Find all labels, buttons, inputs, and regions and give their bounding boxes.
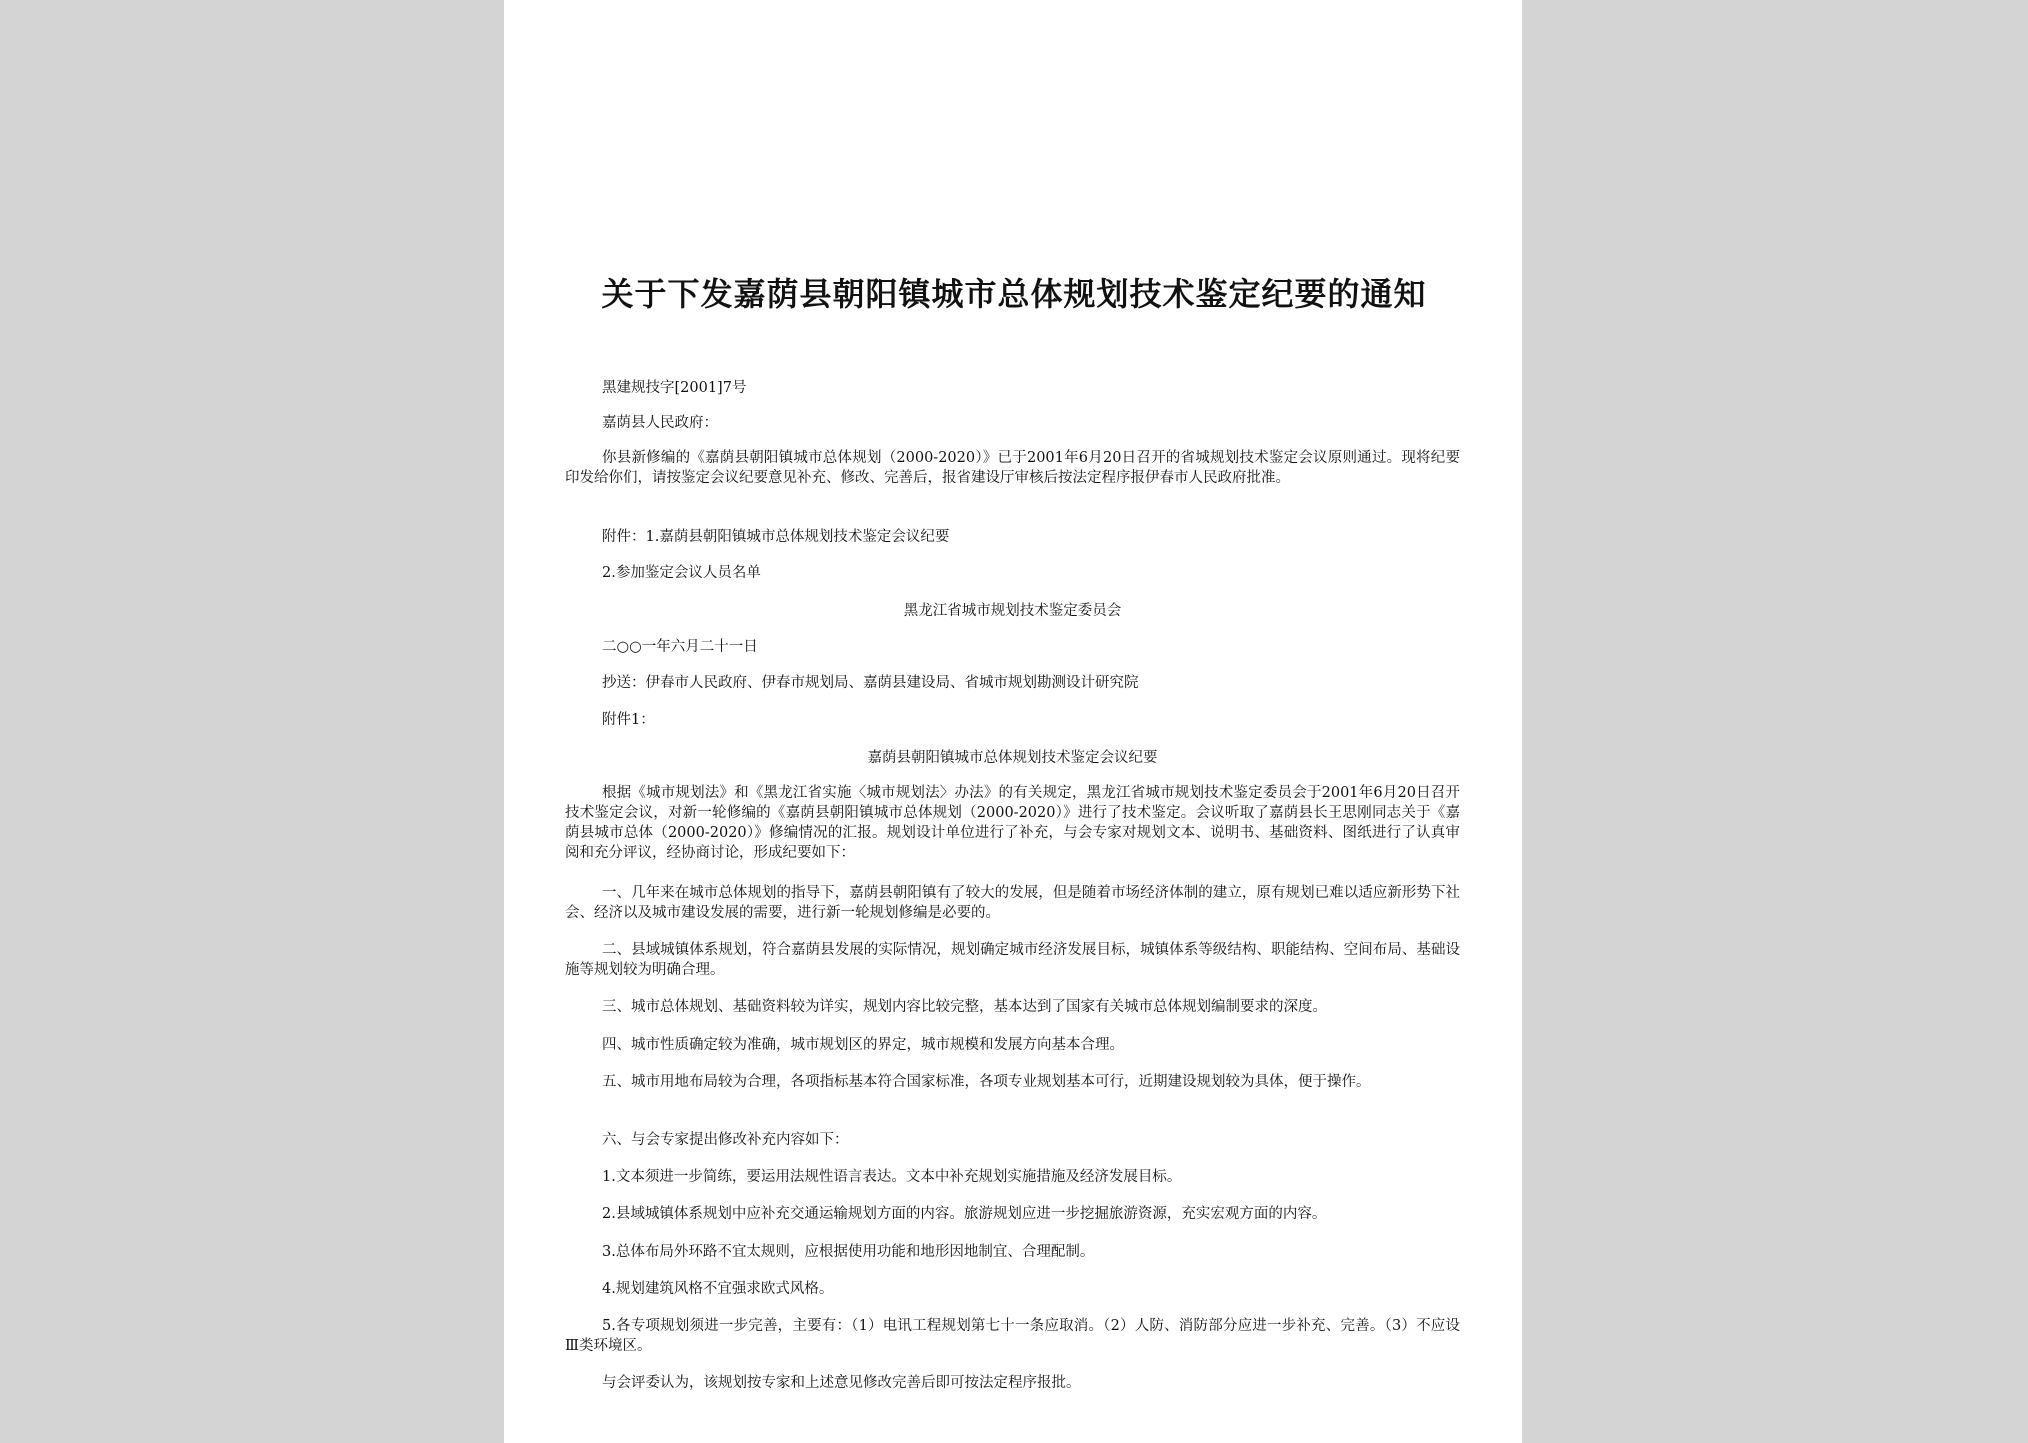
sub-item-3: 3.总体布局外环路不宜太规则，应根据使用功能和地形因地制宜、合理配制。 xyxy=(602,1244,1095,1260)
point-1: 一、几年来在城市总体规划的指导下，嘉荫县朝阳镇有了较大的发展，但是随着市场经济体制的建立，原有规划已难以适应新形势下社会、经济以及城市建设发展的需要，进行新一轮规划修编是必要的。 xyxy=(565,885,1460,921)
sub-item-5: 5.各专项规划须进一步完善，主要有：（1）电讯工程规划第七十一条应取消。（2）人防、消防部分应进一步补充、完善。（3）不应设Ⅲ类环境区。 xyxy=(565,1318,1460,1354)
issue-date: 二○○一年六月二十一日 xyxy=(602,639,758,655)
annex-intro: 根据《城市规划法》和《黑龙江省实施〈城市规划法〉办法》的有关规定，黑龙江省城市规划技术鉴定委员会于2001年6月20日召开技术鉴定会议，对新一轮修编的《嘉荫县朝阳镇城市总体规划（2000-2020）》进行了技术鉴定。会议听取了嘉荫县长王思刚同志关于《嘉荫县城市总体（2000-2020）》修编情况的汇报。规划设计单位进行了补充，与会专家对规划文本、说明书、基础资料、图纸进行了认真审阅和充分评议，经协商讨论，形成纪要如下： xyxy=(565,785,1460,861)
cc-line: 抄送：伊春市人民政府、伊春市规划局、嘉荫县建设局、省城市规划勘测设计研究院 xyxy=(602,675,1139,691)
attachment-2: 2.参加鉴定会议人员名单 xyxy=(602,565,761,581)
document-page xyxy=(504,0,1522,1443)
intro-paragraph: 你县新修编的《嘉荫县朝阳镇城市总体规划（2000-2020）》已于2001年6月20日召开的省城规划技术鉴定会议原则通过。现将纪要印发给你们，请按鉴定会议纪要意见补充、修改、完善后，报省建设厅审核后按法定程序报伊春市人民政府批准。 xyxy=(565,450,1460,486)
point-4: 四、城市性质确定较为准确，城市规划区的界定，城市规模和发展方向基本合理。 xyxy=(602,1037,1124,1053)
point-5: 五、城市用地布局较为合理，各项指标基本符合国家标准，各项专业规划基本可行，近期建设规划较为具体，便于操作。 xyxy=(602,1074,1371,1090)
sub-item-1: 1.文本须进一步简练，要运用法规性语言表达。文本中补充规划实施措施及经济发展目标。 xyxy=(602,1169,1182,1185)
sub-item-2: 2.县域城镇体系规划中应补充交通运输规划方面的内容。旅游规划应进一步挖掘旅游资源，充实宏观方面的内容。 xyxy=(602,1206,1327,1222)
annex-title: 嘉荫县朝阳镇城市总体规划技术鉴定会议纪要 xyxy=(867,750,1158,766)
attachment-1: 附件：1.嘉荫县朝阳镇城市总体规划技术鉴定会议纪要 xyxy=(602,529,950,545)
sub-item-4: 4.规划建筑风格不宜强求欧式风格。 xyxy=(602,1281,834,1297)
doc-number: 黑建规技字[2001]7号 xyxy=(602,380,747,396)
document-title: 关于下发嘉荫县朝阳镇城市总体规划技术鉴定纪要的通知 xyxy=(601,275,1427,313)
point-2: 二、县域城镇体系规划，符合嘉荫县发展的实际情况，规划确定城市经济发展目标，城镇体系等级结构、职能结构、空间布局、基础设施等规划较为明确合理。 xyxy=(565,942,1460,978)
point-3: 三、城市总体规划、基础资料较为详实，规划内容比较完整，基本达到了国家有关城市总体规划编制要求的深度。 xyxy=(602,999,1327,1015)
recipient: 嘉荫县人民政府： xyxy=(602,415,718,431)
conclusion: 与会评委认为，该规划按专家和上述意见修改完善后即可按法定程序报批。 xyxy=(602,1375,1081,1391)
issuer: 黑龙江省城市规划技术鉴定委员会 xyxy=(903,603,1122,619)
annex-label: 附件1： xyxy=(602,712,655,728)
point-6: 六、与会专家提出修改补充内容如下： xyxy=(602,1132,849,1148)
